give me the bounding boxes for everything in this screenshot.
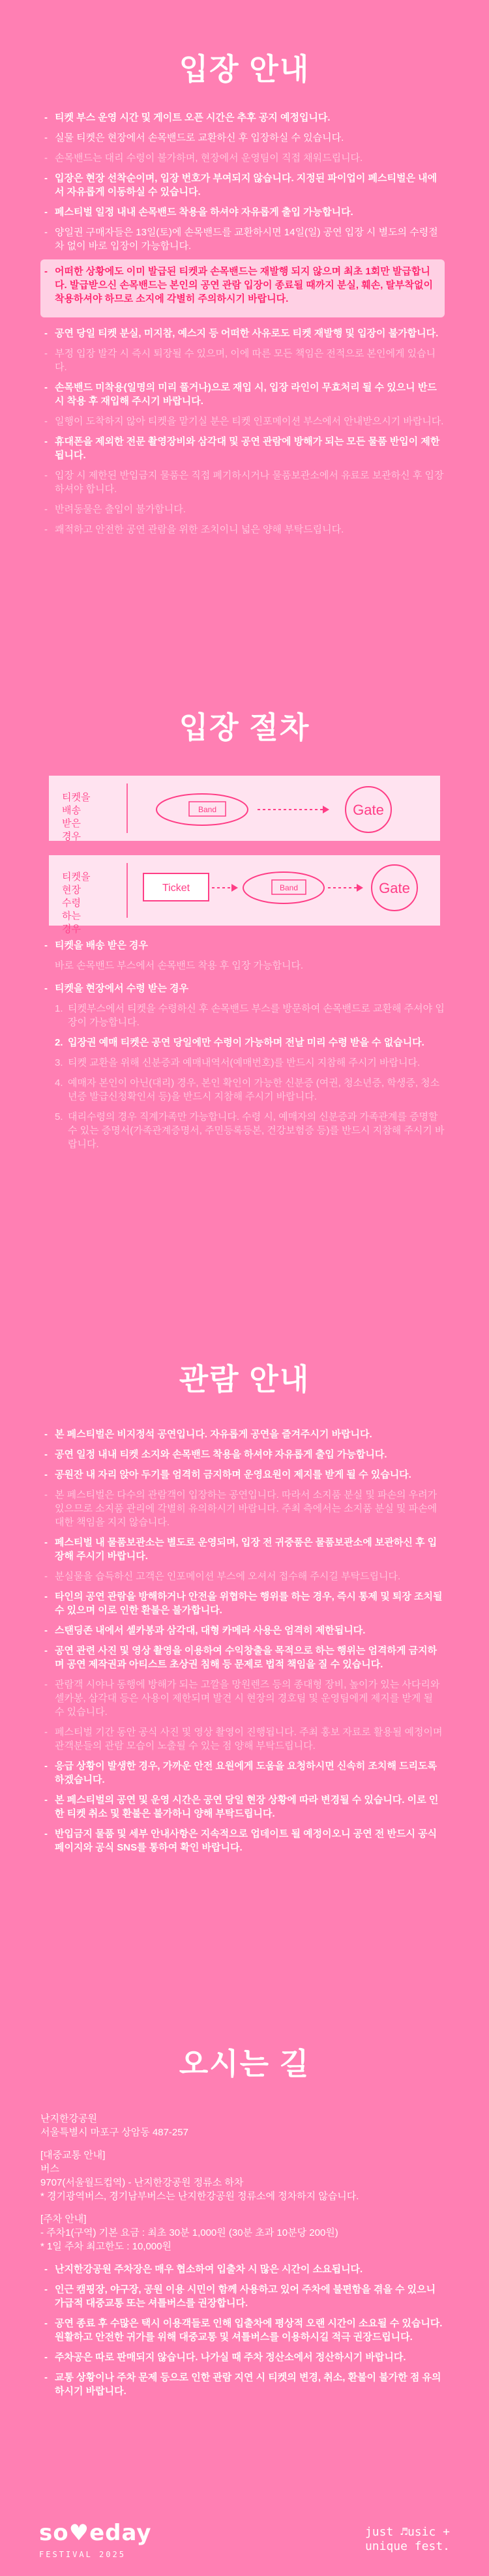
parking-heading: [주차 안내] <box>40 2214 87 2225</box>
flow2-label: 티켓을 현장 수령 하는 경우 <box>62 871 91 935</box>
directions-note: - 교통 상황이나 주차 문제 등으로 인한 관람 지연 시 티켓의 변경, 취소, 환불이 불가한 점 유의하시기 바랍니다. <box>40 2371 445 2398</box>
viewing-item: - 페스티벌 내 물품보관소는 별도로 운영되며, 입장 전 귀중품은 물품보관소에 보관하신 후 입장해 주시기 바랍니다. <box>40 1536 445 1563</box>
viewing-item: - 본 페스티벌은 비지정석 공연입니다. 자유롭게 공연을 즐겨주시기 바랍니다. <box>40 1427 445 1441</box>
directions-notes <box>40 2262 445 2398</box>
flow1-band-text: Band <box>198 805 217 814</box>
step-number: 5. <box>55 1111 63 1122</box>
admission-item: - 휴대폰을 제외한 전문 촬영장비와 삼각대 및 공연 관람에 방해가 되는 모든 물품 반입이 제한됩니다. <box>40 435 445 462</box>
tagline-line1: just ♬usic + <box>364 2525 450 2539</box>
procedure-title: 입장 절차 <box>179 710 310 744</box>
viewing-item: - 공원잔 내 자리 앉아 두기를 엄격히 금지하며 운영요원이 제지를 받게 될 수 있습니다. <box>40 1468 445 1482</box>
procedure-diagram-svg <box>49 776 440 935</box>
admission-item: - 실물 티켓은 현장에서 손목밴드로 교환하신 후 입장하실 수 있습니다. <box>40 131 445 145</box>
procedure-section <box>0 704 489 1150</box>
admission-item: - 부정 입장 발각 시 즉시 퇴장될 수 있으며, 이에 따른 모든 책임은 전적으로 본인에게 있습니다. <box>40 347 445 374</box>
step-text: 티켓 교환을 위해 신분증과 예매내역서(예매번호)를 반드시 지참해 주시기 바랍니다. <box>68 1057 421 1068</box>
transit-heading: [대중교통 안내] <box>40 2150 106 2161</box>
parking-block <box>40 2212 445 2253</box>
directions-note: - 인근 캠핑장, 야구장, 공원 이용 시민이 함께 사용하고 있어 주차에 불편함을 겪을 수 있으니 가급적 대중교통 또는 셔틀버스를 권장합니다. <box>40 2283 445 2310</box>
flow2-ticket-text: Ticket <box>162 883 190 894</box>
viewing-item: - 공연 관련 사진 및 영상 촬영을 이용하여 수익창출을 목적으로 하는 행위는 엄격하게 금지하며 공연 제작권과 아티스트 초상권 침해 등 문제로 법적 책임을 질 수 있습니다. <box>40 1644 445 1671</box>
step-number: 1. <box>55 1003 63 1014</box>
festival-logo-sub: FESTIVAL 2025 <box>39 2550 126 2559</box>
admission-item: - 입장은 현장 선착순이며, 입장 번호가 부여되지 않습니다. 지정된 파이업이 페스티벌은 내에서 자유롭게 이동하실 수 있습니다. <box>40 171 445 199</box>
case-delivered-heading: - 티켓을 배송 받은 경우 <box>40 939 445 952</box>
viewing-item: - 타인의 공연 관람을 방해하거나 안전을 위협하는 행위를 하는 경우, 즉시 통제 및 퇴장 조치될 수 있으며 이로 인한 환불은 불가합니다. <box>40 1590 445 1617</box>
warning-box <box>40 259 445 317</box>
step-number: 2. <box>55 1037 63 1048</box>
transit-type: 버스 <box>40 2163 59 2174</box>
viewing-list <box>40 1427 445 1861</box>
footer <box>0 2513 489 2576</box>
admission-item: - 양일권 구매자들은 13일(토)에 손목밴드를 교환하시면 14일(일) 공연 입장 시 별도의 수령절차 없이 바로 입장이 가능합니다. <box>40 226 445 253</box>
flow2-ticket-icon <box>143 873 209 901</box>
onsite-step <box>40 1002 445 1029</box>
step-text: 예매자 본인이 아닌(대리) 경우, 본인 확인이 가능한 신분증 (여권, 청소년증, 학생증, 청소년증 발급신청확인서 등)을 반드시 지참해 주시기 바랍니다. <box>68 1077 440 1102</box>
viewing-item: - 분실물을 습득하신 고객은 인포메이션 부스에 오셔서 접수해 주시길 부탁드립니다. <box>40 1570 445 1583</box>
viewing-item: - 응급 상황이 발생한 경우, 가까운 안전 요원에게 도움을 요청하시면 신속히 조치해 드리도록 하겠습니다. <box>40 1759 445 1787</box>
parking-max: * 1일 주차 최고한도 : 10,000원 <box>40 2241 171 2252</box>
viewing-item: - 공연 일정 내내 티켓 소지와 손목밴드 착용을 하셔야 자유롭게 출입 가능합니다. <box>40 1448 445 1461</box>
case-delivered <box>40 939 445 973</box>
viewing-item: - 스탠딩존 내에서 셀카봉과 삼각대, 대형 카메라 사용은 엄격히 제한됩니다. <box>40 1624 445 1637</box>
tagline-line2: unique fest. <box>364 2539 450 2553</box>
admission-title: 입장 안내 <box>179 52 310 86</box>
admission-list <box>40 111 445 543</box>
onsite-step <box>40 1110 445 1151</box>
procedure-steps <box>40 939 445 1160</box>
admission-item: - 공연 당일 티켓 분실, 미지참, 예스지 등 어떠한 사유로도 티켓 재발행 및 입장이 불가합니다. <box>40 327 445 340</box>
flow2-band-text: Band <box>279 883 299 892</box>
viewing-item: - 관람객 시야나 동행에 방해가 되는 고깔을 망원렌즈 등의 종대형 장비, 높이가 있는 사다리와 셀카봉, 삼각대 등은 사용이 제한되며 발견 시 현장의 경호팀 및 운영팀에게 제지를 받게 될 수 있습니다. <box>40 1678 445 1719</box>
admission-item: - 티켓 부스 운영 시간 및 게이트 오픈 시간은 추후 공지 예정입니다. <box>40 111 445 124</box>
admission-item: - 손목밴드는 대리 수령이 불가하며, 현장에서 운영팀이 직접 채워드립니다. <box>40 151 445 165</box>
directions-title: 오시는 길 <box>179 2047 310 2081</box>
procedure-diagram <box>49 776 440 935</box>
viewing-title: 관람 안내 <box>179 1362 310 1396</box>
admission-item: - 페스티벌 일정 내내 손목밴드 착용을 하셔야 자유롭게 출입 가능합니다. <box>40 205 445 219</box>
viewing-item: - 본 페스티벌은 다수의 관람객이 입장하는 공연입니다. 따라서 소지품 분실 및 파손의 우려가 있으므로 소지품 관리에 각별히 유의하시기 바랍니다. 주최 측에서는 소지품 분실 및 파손에 대한 책임을 지지 않습니다. <box>40 1488 445 1529</box>
onsite-step <box>40 1076 445 1104</box>
directions-body <box>40 2112 445 2405</box>
festival-logo: so♥eday <box>39 2520 152 2546</box>
step-text: 입장권 예매 티켓은 공연 당일에만 수령이 가능하며 전날 미리 수령 받을 수 없습니다. <box>68 1037 424 1048</box>
venue-name: 난지한강공원 <box>40 2113 97 2124</box>
step-text: 티켓부스에서 티켓을 수령하신 후 손목밴드 부스를 방문하여 손목밴드로 교환해 주셔야 입장이 가능합니다. <box>68 1003 445 1028</box>
admission-item: - 반려동물은 출입이 불가합니다. <box>40 503 445 516</box>
directions-note: - 공연 종료 후 수많은 택시 이용객들로 인해 입출차에 평상적 오랜 시간이 소요될 수 있습니다. 원활하고 안전한 귀가를 위해 대중교통 및 셔틀버스를 이용하시길 적극 권장드립니다. <box>40 2317 445 2344</box>
case-delivered-body: 바로 손목밴드 부스에서 손목밴드 착용 후 입장 가능합니다. <box>55 960 304 971</box>
directions-note: - 난지한강공원 주차장은 매우 협소하여 입출차 시 많은 시간이 소요됩니다. <box>40 2262 445 2276</box>
venue-block <box>40 2112 445 2139</box>
onsite-step <box>40 1056 445 1070</box>
transit-line: 9707(서울월드컵역) - 난지한강공원 정류소 하차 <box>40 2177 244 2188</box>
transit-note: * 경기광역버스, 경기남부버스는 난지한강공원 정류소에 정차하지 않습니다. <box>40 2191 359 2202</box>
admission-section <box>0 46 489 535</box>
admission-item: - 쾌적하고 안전한 공연 관람을 위한 조치이니 넓은 양해 부탁드립니다. <box>40 523 445 536</box>
viewing-section <box>0 1356 489 1853</box>
flow2-gate-text: Gate <box>379 880 410 896</box>
tagline <box>319 2525 450 2554</box>
flow1-label: 티켓을 배송 받은 경우 <box>62 792 91 842</box>
directions-note: - 주차공은 따로 판매되지 않습니다. 나가실 때 주차 정산소에서 정산하시기 바랍니다. <box>40 2350 445 2364</box>
directions-section <box>0 2040 489 2397</box>
admission-item: - 어떠한 상황에도 이미 발급된 티켓과 손목밴드는 재발행 되지 않으며 최초 1회만 발급합니다. 발급받으신 손목밴드는 본인의 공연 관람 입장이 종료될 때까지 분실, 훼손, 탈부착없이 착용하셔야 하므로 소지에 각별히 주의하시기 바랍니다. <box>40 265 437 306</box>
venue-address: 서울특별시 마포구 상암동 487-257 <box>40 2127 188 2138</box>
onsite-step <box>40 1036 445 1049</box>
transit-block <box>40 2148 445 2203</box>
parking-fee: - 주차1(구역) 기본 요금 : 최초 30분 1,000원 (30분 초과 10분당 200원) <box>40 2227 338 2238</box>
admission-item: - 일행이 도착하지 않아 티켓을 맡기실 분은 티켓 인포메이션 부스에서 안내받으시기 바랍니다. <box>40 415 445 428</box>
viewing-item: - 페스티벌 기간 동안 공식 사진 및 영상 촬영이 진행됩니다. 주최 홍보 자료로 활용될 예정이며 관객분들의 관람 모습이 노출될 수 있는 점 양해 부탁드립니다. <box>40 1725 445 1753</box>
onsite-steps <box>40 1002 445 1151</box>
step-number: 3. <box>55 1057 63 1068</box>
case-onsite-heading: - 티켓을 현장에서 수령 받는 경우 <box>40 982 445 995</box>
admission-item: - 입장 시 제한된 반입금지 물품은 직접 폐기하시거나 물품보관소에서 유료로 보관하신 후 입장하셔야 합니다. <box>40 469 445 496</box>
viewing-item: - 반입금지 물품 및 세부 안내사항은 지속적으로 업데이트 될 예정이오니 공연 전 반드시 공식 페이지와 공식 SNS를 통하여 확인 바랍니다. <box>40 1827 445 1854</box>
flow1-gate-text: Gate <box>353 802 384 818</box>
case-onsite <box>40 982 445 1151</box>
step-number: 4. <box>55 1077 63 1089</box>
viewing-item: - 본 페스티벌의 공연 및 운영 시간은 공연 당일 현장 상황에 따라 변경될 수 있습니다. 이로 인한 티켓 취소 및 환불은 불가하니 양해 부탁드립니다. <box>40 1793 445 1821</box>
admission-item: - 손목밴드 미착용(일명의 미리 풀거나)으로 재입 시, 입장 라인이 무효처리 될 수 있으니 반드시 착용 후 재입해 주시기 바랍니다. <box>40 381 445 408</box>
step-text: 대리수령의 경우 직계가족만 가능합니다. 수령 시, 예매자의 신분증과 가족관계를 증명할 수 있는 증명서(가족관계증명서, 주민등록등본, 건강보험증 등)를 반드시 지참해 주시기 바랍니다. <box>68 1111 445 1150</box>
